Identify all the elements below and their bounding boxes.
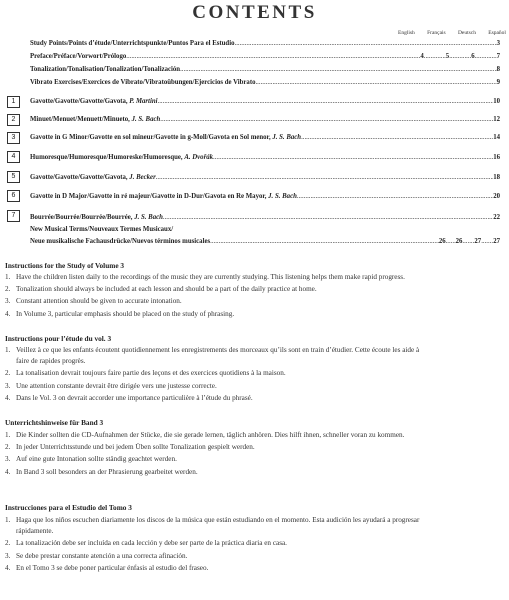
toc-entry-title: Tonalization/Tonalisation/Tonalization/Tonalización	[30, 66, 181, 73]
toc-entry-page-en: 26	[438, 238, 446, 245]
piece-composer: J. Becker	[129, 174, 156, 181]
list-item: 1. Haga que los niños escuchen diariamente los discos de la música que están estudiando en el momento. Esta audición les ayudará a progresar	[5, 516, 420, 524]
piece-number-box: 1	[7, 96, 20, 108]
page-title: CONTENTS	[192, 2, 317, 23]
toc-entry-vibrato[interactable]	[30, 79, 500, 86]
toc-entry-title: Study Points/Points d’étude/Unterrichtspunkte/Puntos Para el Estudio	[30, 40, 235, 47]
toc-entry-page-de: 27	[474, 238, 482, 245]
language-header	[398, 30, 506, 36]
list-item: 2. La tonalización debe ser incluída en cada lección y debe ser parte de la práctica diaria en casa.	[5, 539, 287, 548]
toc-entry-page-es: 27	[493, 238, 500, 245]
toc-entry-piece[interactable]	[30, 98, 500, 105]
piece-title: Gavotte/Gavotte/Gavotte/Gavota,	[30, 98, 130, 105]
toc-entry-page: 9	[496, 79, 500, 86]
toc-entry-tonalization[interactable]	[30, 66, 500, 73]
toc-entry-piece[interactable]	[30, 193, 500, 200]
piece-title: Humoresque/Humoresque/Humoreske/Humoresque,	[30, 154, 185, 161]
list-item: 1. Die Kinder sollten die CD-Aufnahmen der Stücke, die sie gerade lernen, täglich anhören. Dies hilft ihnen, schneller voran zu kommen.	[5, 431, 405, 439]
toc-entry-study-points[interactable]	[30, 40, 500, 47]
list-item-continuation: rápidamente.	[16, 527, 54, 536]
piece-composer: J. S. Bach	[272, 134, 302, 141]
language-german: Deutsch	[457, 30, 476, 36]
piece-number-box: 5	[7, 171, 20, 183]
list-item: 3. Constant attention should be given to accurate intonation.	[5, 297, 182, 306]
piece-number-box: 6	[7, 190, 20, 202]
toc-entry-page-de: 6	[471, 53, 475, 60]
toc-entry-page: 20	[493, 193, 500, 200]
toc-entry-title: Vibrato Exercises/Exercices de Vibrato/Vibratoübungen/Ejercicios de Vibrato	[30, 79, 256, 86]
toc-entry-page-fr: 5	[445, 53, 450, 60]
toc-entry-page: 14	[493, 134, 500, 141]
toc-entry-page-en: 4	[420, 53, 424, 60]
toc-entry-piece[interactable]	[30, 116, 500, 123]
piece-title: Gavotte in D Major/Gavotte in ré majeur/Gavotte in D-Dur/Gavota en Re Mayor,	[30, 193, 269, 200]
toc-entry-page: 22	[493, 214, 500, 221]
piece-composer: A. Dvořák	[184, 154, 214, 161]
piece-title: Gavotte/Gavotte/Gavotte/Gavota,	[30, 174, 130, 181]
piece-number-box: 4	[7, 151, 20, 163]
toc-entry-preface[interactable]	[30, 53, 500, 60]
list-item: 4. In Band 3 soll besonders an der Phrasierung gearbeitet werden.	[5, 467, 198, 476]
list-item-continuation: faire de rapides progrès.	[16, 357, 86, 366]
list-item: 1. Veillez à ce que les enfants écoutent quotidiennement les enregistrements des morceaux qu’ils sont en train d’étudier. Cette écoute les aide à	[5, 346, 420, 354]
instructions-heading-german: Unterrichtshinweise für Band 3	[5, 418, 104, 427]
list-item: 4. Dans le Vol. 3 on devrait accorder une importance particulière à l’étude du phrasé.	[5, 393, 253, 402]
list-item: 3. Auf eine gute Intonation sollte ständig geachtet werden.	[5, 455, 177, 464]
toc-entry-page: 18	[493, 174, 500, 181]
piece-composer: J. S. Bach	[268, 193, 297, 200]
instructions-heading-english: Instructions for the Study of Volume 3	[5, 261, 125, 270]
language-french: Français	[427, 30, 446, 36]
toc-entry-page-fr: 26	[455, 238, 463, 245]
toc-entry-title: Preface/Préface/Vorwort/Prólogo	[30, 53, 127, 60]
piece-title: Minuet/Menuet/Menuett/Minueto,	[30, 116, 132, 123]
list-item: 2. Tonalization should always be included at each lesson and should be a part of the daily practice at home.	[5, 285, 317, 294]
piece-title: Gavotte in G Minor/Gavotte en sol mineur/Gavotte in g-Moll/Gavota en Sol menor,	[30, 134, 273, 141]
list-item: 4. En el Tomo 3 se debe poner particular énfasis al estudio del fraseo.	[5, 563, 209, 572]
toc-entry-page: 12	[493, 116, 500, 123]
toc-entry-piece[interactable]	[30, 154, 500, 161]
piece-title: Bourrée/Bourrée/Bourrée/Bourrée,	[30, 214, 135, 221]
instructions-heading-french: Instructions pour l’étude du vol. 3	[5, 334, 112, 343]
piece-number-box: 2	[7, 114, 20, 126]
toc-entry-new-terms[interactable]	[30, 238, 500, 245]
instructions-list-spanish	[5, 516, 500, 572]
list-item: 3. Une attention constante devrait être dirigée vers une justesse correcte.	[5, 381, 217, 390]
piece-composer: J. S. Bach	[134, 214, 163, 221]
instructions-list-french	[5, 346, 500, 402]
list-item: 4. In Volume 3, particular emphasis should be placed on the study of phrasing.	[5, 309, 235, 318]
list-item: 1. Have the children listen daily to the recordings of the music they are currently studying. This listening helps them make rapid progress.	[5, 273, 405, 281]
piece-composer: J. S. Bach	[131, 116, 161, 123]
toc-entry-piece[interactable]	[30, 214, 500, 221]
toc-entry-title: Neue musikalische Fachausdrücke/Nuevos términos musicales	[30, 238, 211, 245]
language-spanish: Español	[488, 30, 506, 36]
language-english: English	[398, 30, 415, 36]
toc-entry-new-terms-line1: New Musical Terms/Nouveaux Termes Musicaux/	[30, 226, 174, 233]
piece-composer: P. Martini	[129, 98, 158, 105]
list-item: 2. La tonalisation devrait toujours faire partie des leçons et des exercices quotidiens à la maison.	[5, 369, 286, 378]
toc-entry-page: 16	[493, 154, 500, 161]
toc-entry-page: 3	[496, 40, 500, 47]
toc-entry-piece[interactable]	[30, 134, 500, 141]
toc-entry-page-es: 7	[496, 53, 500, 60]
instructions-list-german	[5, 431, 500, 476]
list-item: 2. In jeder Unterrichtsstunde und bei jedem Üben sollte Tonalization gespielt werden.	[5, 443, 255, 452]
toc-entry-piece[interactable]	[30, 174, 500, 181]
toc-entry-page: 10	[493, 98, 500, 105]
list-item: 3. Se debe prestar constante atención a una correcta afinación.	[5, 551, 188, 560]
piece-number-box: 3	[7, 132, 20, 144]
instructions-heading-spanish: Instrucciones para el Estudio del Tomo 3	[5, 503, 132, 512]
piece-number-box: 7	[7, 210, 20, 222]
instructions-list-english	[5, 273, 500, 318]
toc-entry-page: 8	[496, 66, 500, 73]
